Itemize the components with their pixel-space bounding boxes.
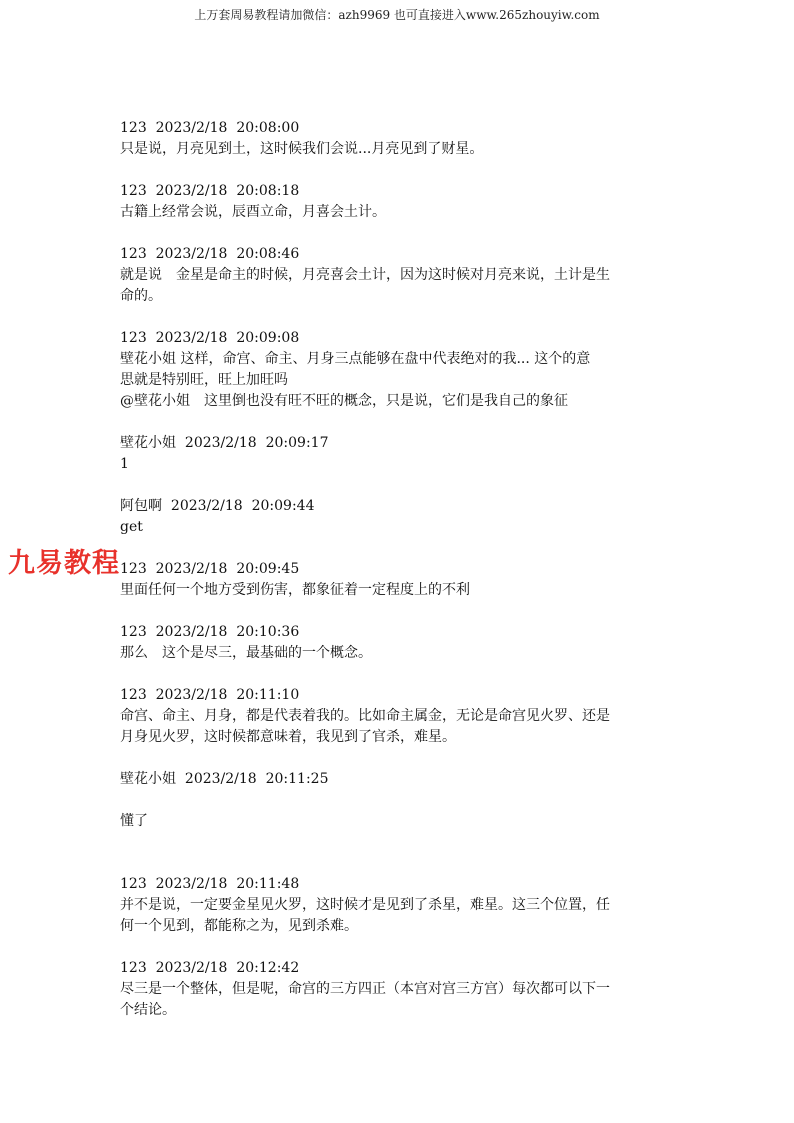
message-header — [120, 685, 680, 706]
message-spacer — [120, 307, 680, 328]
chat-message — [120, 181, 680, 223]
message-date: 2023/2/18 — [155, 246, 228, 262]
message-line: 懂了 — [120, 813, 148, 829]
message-time: 20:11:10 — [236, 687, 300, 703]
message-time: 20:08:46 — [236, 246, 300, 262]
message-header — [120, 328, 680, 349]
message-sender: 123 — [120, 561, 147, 577]
message-line — [120, 790, 680, 811]
message-spacer — [120, 601, 680, 622]
message-date: 2023/2/18 — [155, 960, 228, 976]
message-spacer — [120, 937, 680, 958]
message-date: 2023/2/18 — [155, 561, 228, 577]
message-body — [120, 895, 680, 937]
message-date: 2023/2/18 — [155, 624, 228, 640]
message-sender: 壁花小姐 — [120, 771, 176, 787]
message-line: @壁花小姐 这里倒也没有旺不旺的概念，只是说，它们是我自己的象征 — [120, 393, 568, 409]
message-header — [120, 118, 680, 139]
message-sender: 123 — [120, 183, 147, 199]
message-spacer — [120, 475, 680, 496]
message-line: 月身见火罗，这时候都意味着，我见到了官杀，难星。 — [120, 729, 456, 745]
message-date: 2023/2/18 — [184, 771, 257, 787]
message-body — [120, 454, 680, 475]
message-line: 个结论。 — [120, 1002, 176, 1018]
chat-message — [120, 874, 680, 937]
message-header — [120, 244, 680, 265]
message-body — [120, 643, 680, 664]
message-sender: 123 — [120, 120, 147, 136]
message-header — [120, 433, 680, 454]
message-spacer — [120, 412, 680, 433]
chat-message — [120, 244, 680, 307]
message-time: 20:11:25 — [265, 771, 329, 787]
message-line: get — [120, 519, 143, 535]
chat-message — [120, 685, 680, 748]
message-line: 就是说 金星是命主的时候，月亮喜会土计，因为这时候对月亮来说，土计是生 — [120, 267, 610, 283]
message-spacer — [120, 160, 680, 181]
message-line: 古籍上经常会说，辰酉立命，月喜会土计。 — [120, 204, 386, 220]
message-date: 2023/2/18 — [155, 687, 228, 703]
page-header: 上万套周易教程请加微信：azh9969 也可直接进入www.265zhouyiw.com — [194, 8, 600, 22]
message-spacer — [120, 538, 680, 559]
message-header — [120, 874, 680, 895]
message-line: 何一个见到，都能称之为，见到杀难。 — [120, 918, 358, 934]
message-line: 只是说，月亮见到土，这时候我们会说...月亮见到了财星。 — [120, 141, 484, 157]
chat-message — [120, 958, 680, 1021]
message-date: 2023/2/18 — [184, 435, 257, 451]
message-spacer — [120, 223, 680, 244]
message-time: 20:08:18 — [236, 183, 300, 199]
chat-message — [120, 433, 680, 475]
message-body — [120, 706, 680, 748]
message-body — [120, 202, 680, 223]
message-sender: 壁花小姐 — [120, 435, 176, 451]
chat-message — [120, 328, 680, 412]
message-time: 20:11:48 — [236, 876, 300, 892]
message-sender: 123 — [120, 876, 147, 892]
message-body — [120, 517, 680, 538]
message-line: 思就是特别旺，旺上加旺吗 — [120, 372, 288, 388]
message-sender: 123 — [120, 960, 147, 976]
message-time: 20:09:17 — [265, 435, 329, 451]
message-line — [120, 832, 680, 853]
message-sender: 123 — [120, 687, 147, 703]
message-date: 2023/2/18 — [155, 330, 228, 346]
chat-message — [120, 118, 680, 160]
message-date: 2023/2/18 — [155, 183, 228, 199]
message-line: 那么 这个是尽三，最基础的一个概念。 — [120, 645, 372, 661]
message-sender: 阿包啊 — [120, 498, 162, 514]
message-spacer — [120, 853, 680, 874]
message-body — [120, 790, 680, 853]
message-header — [120, 496, 680, 517]
message-line: 并不是说，一定要金星见火罗，这时候才是见到了杀星，难星。这三个位置，任 — [120, 897, 610, 913]
chat-message — [120, 769, 680, 853]
message-body — [120, 349, 680, 412]
message-spacer — [120, 748, 680, 769]
message-body — [120, 139, 680, 160]
message-sender: 123 — [120, 330, 147, 346]
message-body — [120, 265, 680, 307]
message-time: 20:09:45 — [236, 561, 300, 577]
message-line: 壁花小姐 这样，命宫、命主、月身三点能够在盘中代表绝对的我... 这个的意 — [120, 351, 591, 367]
message-date: 2023/2/18 — [155, 876, 228, 892]
message-body — [120, 979, 680, 1021]
chat-message — [120, 559, 680, 601]
chat-message — [120, 496, 680, 538]
message-spacer — [120, 664, 680, 685]
message-time: 20:10:36 — [236, 624, 300, 640]
message-date: 2023/2/18 — [155, 120, 228, 136]
message-line: 尽三是一个整体，但是呢，命宫的三方四正（本宫对宫三方宫）每次都可以下一 — [120, 981, 610, 997]
message-line: 命宫、命主、月身，都是代表着我的。比如命主属金，无论是命宫见火罗、还是 — [120, 708, 610, 724]
message-sender: 123 — [120, 624, 147, 640]
message-line: 里面任何一个地方受到伤害，都象征着一定程度上的不利 — [120, 582, 470, 598]
message-header — [120, 559, 680, 580]
message-time: 20:09:08 — [236, 330, 300, 346]
chat-message — [120, 622, 680, 664]
message-header — [120, 181, 680, 202]
watermark-logo: 九易教程 — [8, 548, 120, 579]
message-time: 20:12:42 — [236, 960, 300, 976]
message-time: 20:09:44 — [251, 498, 315, 514]
chat-log — [120, 118, 680, 1021]
message-body — [120, 580, 680, 601]
message-sender: 123 — [120, 246, 147, 262]
message-time: 20:08:00 — [236, 120, 300, 136]
message-line: 命的。 — [120, 288, 162, 304]
message-header — [120, 769, 680, 790]
message-line: 1 — [120, 456, 129, 472]
message-header — [120, 622, 680, 643]
message-header — [120, 958, 680, 979]
message-date: 2023/2/18 — [170, 498, 243, 514]
